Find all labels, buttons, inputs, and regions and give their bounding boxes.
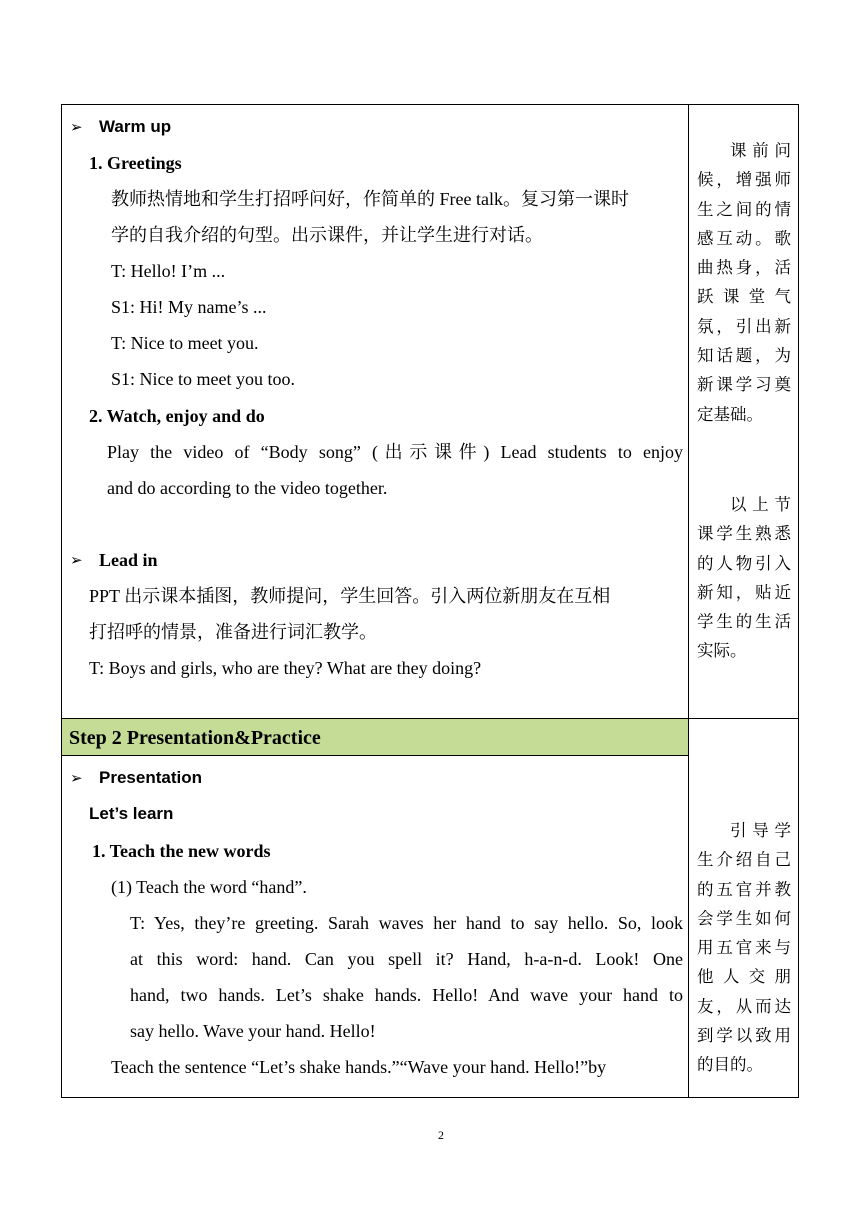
- leadin-text-1: PPT 出示课本插图，教师提问，学生回答。引入两位新朋友在互相: [89, 586, 611, 606]
- teach-words-title: 1. Teach the new words: [92, 841, 271, 861]
- watch-title: 2. Watch, enjoy and do: [89, 406, 265, 426]
- greetings-text-2: 学的自我介绍的句型。出示课件，并让学生进行对话。: [111, 225, 543, 245]
- purpose-note-presentation: 引导学 生介绍自己 的五官并教 会学生如何 用五官来与 他人交朋 友，从而达 到学以致用 的目的。: [697, 821, 791, 1075]
- page-number: 2: [438, 1128, 444, 1142]
- bullet-arrow-icon: ➢: [70, 118, 83, 136]
- purpose-note-leadin: 以上节 课学生熟悉 的人物引入 新知，贴近 学生的生活 实际。: [697, 495, 791, 661]
- teach-sentence: Teach the sentence “Let’s shake hands.”“Wave your hand. Hello!”by: [111, 1057, 607, 1077]
- lets-learn-heading: Let’s learn: [89, 804, 174, 823]
- leadin-heading: Lead in: [99, 550, 158, 570]
- teach-paragraph-line: say hello. Wave your hand. Hello!: [130, 1021, 376, 1041]
- leadin-text-2: 打招呼的情景，准备进行词汇教学。: [89, 622, 377, 642]
- watch-text-2: and do according to the video together.: [107, 478, 388, 498]
- presentation-heading: Presentation: [99, 768, 202, 787]
- teach-paragraph-line: T: Yes, they’re greeting. Sarah waves her hand to say hello. So, look: [130, 913, 683, 933]
- teach-paragraph-line: at this word: hand. Can you spell it? Hand, h-a-n-d. Look! One: [130, 949, 683, 969]
- bullet-arrow-icon: ➢: [70, 769, 83, 787]
- step-title: Step 2 Presentation&Practice: [69, 727, 321, 749]
- step-header-bar: [62, 719, 688, 756]
- purpose-note-warmup: 课前问 候，增强师 生之间的情 感互动。歌 曲热身，活 跃课堂气 氛，引出新 知话题，为 新课学习奠 定基础。: [697, 141, 791, 424]
- greetings-text-1: 教师热情地和学生打招呼问好，作简单的 Free talk。复习第一课时: [111, 189, 629, 209]
- bullet-arrow-icon: ➢: [70, 551, 83, 569]
- teach-word-hand: (1) Teach the word “hand”.: [111, 877, 307, 897]
- leadin-question: T: Boys and girls, who are they? What are they doing?: [89, 658, 482, 678]
- dialogue-line: S1: Nice to meet you too.: [111, 369, 295, 389]
- dialogue-line: T: Hello! I’m ...: [111, 261, 226, 281]
- greetings-title: 1. Greetings: [89, 153, 182, 173]
- teach-paragraph-line: hand, two hands. Let’s shake hands. Hello! And wave your hand to: [130, 985, 683, 1005]
- dialogue-line: S1: Hi! My name’s ...: [111, 297, 267, 317]
- column-divider: [688, 104, 689, 1098]
- dialogue-line: T: Nice to meet you.: [111, 333, 259, 353]
- warmup-heading: Warm up: [99, 117, 172, 136]
- watch-text-1: Play the video of “Body song” (出示课件) Lead students to enjoy: [107, 442, 683, 462]
